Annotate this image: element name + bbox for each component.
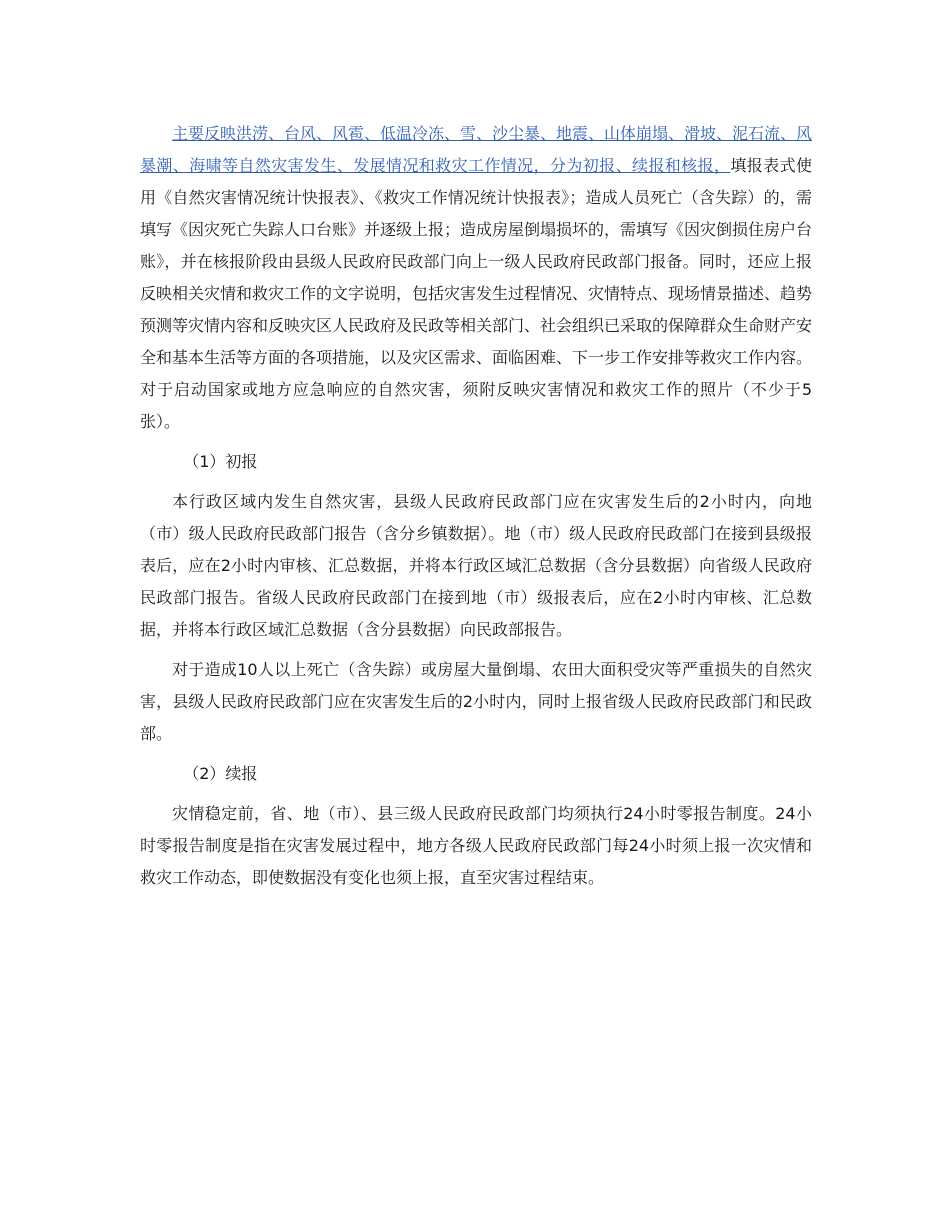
section-heading-follow-up-report: （2）续报	[183, 764, 258, 783]
initial-report-paragraph-1: 本行政区域内发生自然灾害，县级人民政府民政部门应在灾害发生后的2小时内，向地（市）级人民政府民政部门报告（含分乡镇数据）。地（市）级人民政府民政部门在接到县级报表后，应在2小时内审核、汇总数据，并将本行政区域汇总数据（含分县数据）向省级人民政府民政部门报告。省级人民政府民政部门在接到地（市）级报表后，应在2小时内审核、汇总数据，并将本行政区域汇总数据（含分县数据）向民政部报告。	[140, 492, 812, 639]
initial-report-paragraph-2: 对于造成10人以上死亡（含失踪）或房屋大量倒塌、农田大面积受灾等严重损失的自然灾害，县级人民政府民政部门应在灾害发生后的2小时内，同时上报省级人民政府民政部门和民政部。	[140, 660, 812, 743]
section-heading-initial-report: （1）初报	[183, 452, 258, 471]
follow-up-report-paragraph-1: 灾情稳定前，省、地（市）、县三级人民政府民政部门均须执行24小时零报告制度。24小时零报告制度是指在灾害发展过程中，地方各级人民政府民政部门每24小时须上报一次灾情和救灾工作动态，即使数据没有变化也须上报，直至灾害过程结束。	[140, 804, 812, 887]
intro-body-text: 填报表式使用《自然灾害情况统计快报表》、《救灾工作情况统计快报表》；造成人员死亡（含失踪）的，需填写《因灾死亡失踪人口台账》并逐级上报；造成房屋倒塌损坏的，需填写《因灾倒损住房户台账》，并在核报阶段由县级人民政府民政部门向上一级人民政府民政部门报备。同时，还应上报反映相关灾情和救灾工作的文字说明，包括灾害发生过程情况、灾情特点、现场情景描述、趋势预测等灾情内容和反映灾区人民政府及民政等相关部门、社会组织已采取的保障群众生命财产安全和基本生活等方面的各项措施，以及灾区需求、面临困难、下一步工作安排等救灾工作内容。对于启动国家或地方应急响应的自然灾害，须附反映灾害情况和救灾工作的照片（不少于5张）。	[140, 156, 813, 431]
document-body	[140, 118, 812, 902]
disaster-types-link[interactable]: 主要反映洪涝、台风、风雹、低温冷冻、雪、沙尘暴、地震、山体崩塌、滑坡、泥石流、风暴潮、海啸等自然灾害发生、发展情况和救灾工作情况，分为初报、续报和核报，	[140, 124, 813, 175]
intro-paragraph	[140, 118, 812, 438]
